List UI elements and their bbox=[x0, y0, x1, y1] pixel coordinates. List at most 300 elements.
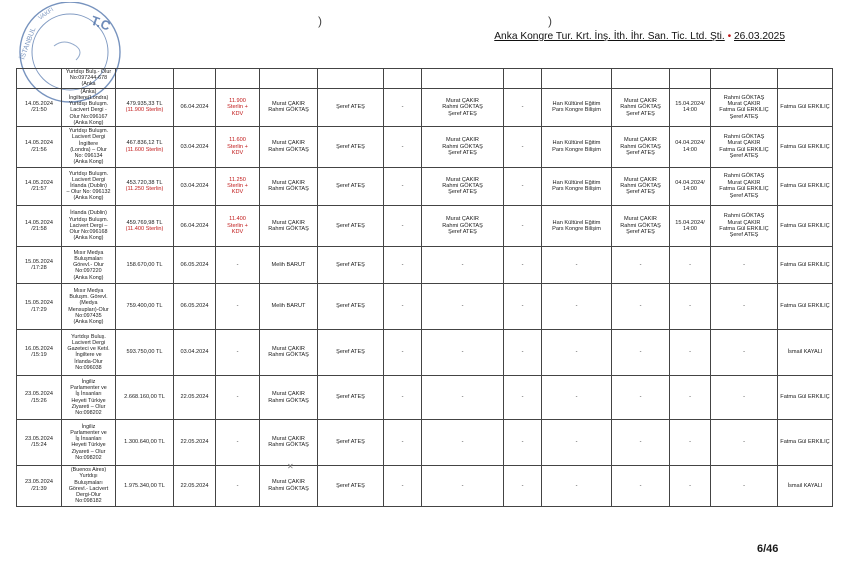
venue-cell-line: Pars Kongre Bilişim bbox=[552, 186, 601, 193]
desc-cell-line: Olur No:096168 bbox=[69, 229, 108, 236]
col8-cell bbox=[384, 205, 422, 246]
date2-cell bbox=[174, 465, 216, 506]
date2-cell-text: 03.04.2024 bbox=[180, 182, 209, 189]
person1-cell-line: Melih BARUT bbox=[271, 262, 306, 268]
date3-cell-line: - bbox=[689, 262, 691, 268]
person1-cell-line: Rahmi GÖKTAŞ bbox=[268, 397, 309, 404]
col8-cell bbox=[384, 88, 422, 126]
person4-cell-line: Şeref ATEŞ bbox=[626, 150, 655, 157]
last-cell-text: Fatma Gül ERKILIÇ bbox=[780, 222, 830, 229]
person4-cell-line: Rahmi GÖKTAŞ bbox=[620, 104, 661, 111]
desc-cell-line: Yurtdışı Buluşm. bbox=[68, 101, 109, 108]
last-cell bbox=[778, 376, 833, 420]
date2-cell bbox=[174, 205, 216, 246]
date-cell bbox=[17, 247, 62, 284]
col8-cell-text: - bbox=[401, 182, 404, 189]
date3-cell bbox=[670, 88, 711, 126]
venue-cell-line: Pars Kongre Bilişim bbox=[552, 225, 601, 232]
date-cell bbox=[17, 329, 62, 375]
table-row bbox=[17, 284, 833, 329]
col10-cell-text: - bbox=[521, 349, 524, 356]
person2-cell-text: Şeref ATEŞ bbox=[336, 262, 365, 268]
person5-cell-line: - bbox=[743, 349, 745, 356]
person4-cell-line: Murat ÇAKIR bbox=[624, 216, 657, 223]
svg-text:VAKFI: VAKFI bbox=[37, 7, 55, 22]
desc-cell bbox=[62, 205, 116, 246]
person5-cell-line: Şeref ATEŞ bbox=[729, 113, 759, 120]
amount-cell bbox=[116, 284, 174, 329]
person1-cell-line: Rahmi GÖKTAŞ bbox=[268, 352, 309, 359]
col10-cell-text: - bbox=[521, 303, 524, 310]
person4-cell bbox=[612, 420, 670, 465]
desc-cell-line: (Anka Kong) bbox=[73, 159, 104, 166]
person3-cell-line: Murat ÇAKIR bbox=[446, 97, 479, 104]
person2-cell bbox=[318, 127, 384, 167]
col10-cell bbox=[504, 247, 542, 284]
person3-cell-line: Rahmi GÖKTAŞ bbox=[442, 143, 483, 150]
desc-cell-line: Yurtdışı Buluşm. bbox=[68, 170, 109, 177]
person3-cell bbox=[422, 88, 504, 126]
table-row bbox=[17, 420, 833, 465]
person3-cell-line: Murat ÇAKIR bbox=[446, 176, 479, 183]
person3-cell-line: - bbox=[461, 394, 464, 401]
desc-cell-line: Ziyareti – Olur bbox=[71, 403, 106, 410]
date3-cell bbox=[670, 420, 711, 465]
person3-cell-line: - bbox=[461, 439, 464, 446]
price-cell bbox=[216, 465, 260, 506]
venue-cell bbox=[542, 88, 612, 126]
person1-cell-line: Rahmi GÖKTAŞ bbox=[268, 146, 309, 153]
amount-cell bbox=[116, 420, 174, 465]
amount-cell bbox=[116, 329, 174, 375]
person4-cell bbox=[612, 127, 670, 167]
price-cell bbox=[216, 205, 260, 246]
price-cell-line: Sterlin + bbox=[227, 104, 248, 111]
person5-cell bbox=[711, 284, 778, 329]
amount-cell-text: 459.769,98 TL bbox=[126, 219, 163, 226]
date-cell bbox=[17, 284, 62, 329]
person3-cell bbox=[422, 465, 504, 506]
person2-cell bbox=[318, 329, 384, 375]
date-cell-text: 14.05.2024 /21:50 bbox=[25, 101, 53, 114]
person1-cell-line: Murat ÇAKIR bbox=[272, 479, 305, 486]
desc-cell bbox=[62, 420, 116, 465]
date2-cell-text: 22.05.2024 bbox=[180, 439, 209, 446]
date2-cell-text: 06.05.2024 bbox=[180, 303, 209, 310]
date-cell bbox=[17, 376, 62, 420]
venue-cell bbox=[542, 205, 612, 246]
desc-cell-line: No:098202 bbox=[75, 410, 102, 417]
last-cell bbox=[778, 329, 833, 375]
person1-cell-line: Rahmi GÖKTAŞ bbox=[268, 186, 309, 193]
venue-cell-line: Han Kültürel Eğitim bbox=[552, 179, 601, 186]
person3-cell bbox=[422, 247, 504, 284]
date3-cell-line: 04.04.2024/ bbox=[675, 140, 705, 147]
date2-cell bbox=[174, 420, 216, 465]
date2-cell-text: 03.04.2024 bbox=[180, 143, 209, 150]
paren-left: ) bbox=[318, 14, 322, 28]
person4-cell bbox=[612, 167, 670, 205]
person5-cell bbox=[711, 247, 778, 284]
date3-cell bbox=[670, 127, 711, 167]
date2-cell bbox=[174, 247, 216, 284]
col8-cell-text: - bbox=[401, 262, 404, 268]
col10-cell-text: - bbox=[521, 222, 524, 229]
desc-cell-line: Olur No:096167 bbox=[69, 113, 108, 120]
person1-cell-line: Rahmi GÖKTAŞ bbox=[268, 225, 309, 232]
desc-cell-line: No:097220 bbox=[75, 268, 102, 275]
table-row bbox=[17, 376, 833, 420]
desc-cell-line: Lacivert Dergi - bbox=[70, 107, 107, 114]
price-cell-line: KDV bbox=[231, 110, 244, 117]
last-cell bbox=[778, 167, 833, 205]
person5-cell-line: Şeref ATEŞ bbox=[729, 153, 759, 160]
person5-cell-line: - bbox=[743, 439, 745, 446]
person5-cell-line: Fatma Gül ERKILIÇ bbox=[719, 107, 769, 114]
person3-cell-line: - bbox=[461, 303, 464, 310]
table-row-top-strip bbox=[17, 69, 833, 89]
date3-cell-line: 14:00 bbox=[683, 186, 697, 193]
date-cell-text: 23.05.2024 /15:24 bbox=[25, 436, 53, 449]
person1-cell-line: Rahmi GÖKTAŞ bbox=[268, 107, 309, 114]
person3-cell bbox=[422, 420, 504, 465]
person3-cell-line: Şeref ATEŞ bbox=[448, 189, 477, 196]
person4-cell bbox=[612, 88, 670, 126]
desc-cell-line: İrlanda-Olur bbox=[74, 358, 103, 365]
person1-cell-line: Rahmi GÖKTAŞ bbox=[268, 485, 309, 492]
price-cell bbox=[216, 247, 260, 284]
person2-cell bbox=[318, 420, 384, 465]
person2-cell bbox=[318, 88, 384, 126]
desc-cell-line: (Anka Kong) bbox=[73, 318, 104, 325]
desc-cell: Yurtdışı Bulş.- Olur No:097244-678 (Anka bbox=[62, 69, 116, 89]
last-cell bbox=[778, 420, 833, 465]
col10-cell-text: - bbox=[521, 482, 524, 489]
svg-text:T.C: T.C bbox=[88, 12, 113, 34]
date2-cell bbox=[174, 284, 216, 329]
col10-cell bbox=[504, 205, 542, 246]
person5-cell-line: Fatma Gül ERKILIÇ bbox=[719, 186, 769, 193]
desc-cell-line: (Anka Kong) bbox=[73, 235, 104, 242]
last-cell bbox=[778, 127, 833, 167]
col10-cell bbox=[504, 420, 542, 465]
col10-cell bbox=[504, 284, 542, 329]
date2-cell bbox=[174, 329, 216, 375]
person5-cell bbox=[711, 329, 778, 375]
date3-cell bbox=[670, 465, 711, 506]
amount-cell bbox=[116, 247, 174, 284]
date2-cell-text: 03.04.2024 bbox=[180, 349, 209, 356]
person2-cell bbox=[318, 167, 384, 205]
person1-cell-line: Murat ÇAKIR bbox=[272, 219, 305, 226]
desc-cell bbox=[62, 247, 116, 284]
amount-cell bbox=[116, 205, 174, 246]
col8-cell bbox=[384, 284, 422, 329]
person1-cell-line: Murat ÇAKIR bbox=[272, 345, 305, 352]
desc-cell-line: No:098182 bbox=[75, 498, 102, 505]
desc-cell-line: İngiltere ve bbox=[75, 352, 102, 359]
venue-cell-line: - bbox=[575, 349, 578, 356]
col10-cell bbox=[504, 167, 542, 205]
person1-cell-line: Murat ÇAKIR bbox=[272, 391, 305, 398]
person4-cell bbox=[612, 284, 670, 329]
person1-cell bbox=[260, 284, 318, 329]
venue-cell bbox=[542, 127, 612, 167]
price-cell-line: - bbox=[236, 262, 239, 268]
person3-cell bbox=[422, 205, 504, 246]
venue-cell-line: Pars Kongre Bilişim bbox=[552, 146, 601, 153]
amount-note: (11.900 Sterlin) bbox=[125, 107, 164, 114]
table-row bbox=[17, 88, 833, 126]
person5-cell-line: - bbox=[743, 394, 745, 401]
price-cell-line: - bbox=[236, 482, 239, 489]
venue-cell-line: - bbox=[575, 439, 578, 446]
person4-cell-line: Şeref ATEŞ bbox=[626, 110, 655, 117]
person4-cell bbox=[612, 205, 670, 246]
venue-cell-line: Han Kültürel Eğitim bbox=[552, 140, 601, 147]
col8-cell-text: - bbox=[401, 222, 404, 229]
person2-cell-text: Şeref ATEŞ bbox=[336, 394, 365, 401]
person3-cell-line: Rahmi GÖKTAŞ bbox=[442, 222, 483, 229]
person4-cell-line: Murat ÇAKIR bbox=[624, 97, 657, 104]
venue-cell bbox=[542, 329, 612, 375]
date-cell bbox=[17, 127, 62, 167]
desc-cell-line: No: 096134 bbox=[74, 153, 103, 160]
person5-cell-line: Murat ÇAKIR bbox=[727, 179, 761, 186]
person2-cell-text: Şeref ATEŞ bbox=[336, 222, 365, 229]
date3-cell bbox=[670, 329, 711, 375]
person5-cell-line: Şeref ATEŞ bbox=[729, 192, 759, 199]
desc-cell-line: Yurtdışı Buluşm. bbox=[68, 216, 109, 223]
document-header bbox=[0, 31, 785, 42]
price-cell bbox=[216, 420, 260, 465]
person3-cell-line: Rahmi GÖKTAŞ bbox=[442, 182, 483, 189]
price-cell-line: - bbox=[236, 303, 239, 310]
desc-cell-line: Yurtdışı bbox=[79, 473, 98, 480]
date-cell bbox=[17, 205, 62, 246]
person2-cell-text: Şeref ATEŞ bbox=[336, 104, 365, 111]
date-cell-text: 14.05.2024 /21:58 bbox=[25, 219, 53, 232]
person1-cell bbox=[260, 329, 318, 375]
desc-cell-line: Lacivert Dergi bbox=[71, 134, 106, 141]
person4-cell-line: - bbox=[639, 303, 642, 310]
col10-cell bbox=[504, 127, 542, 167]
date-cell-text: 14.05.2024 /21:57 bbox=[25, 179, 53, 193]
svg-text:İSTANBUL: İSTANBUL bbox=[19, 26, 38, 61]
amount-note: (11.600 Sterlin) bbox=[125, 146, 164, 153]
person1-cell bbox=[260, 88, 318, 126]
desc-cell-line: (Anka Kong) bbox=[73, 274, 104, 281]
venue-cell bbox=[542, 420, 612, 465]
desc-cell-line: İrlanda (Dublin) bbox=[70, 210, 107, 217]
person1-cell-line: Melih BARUT bbox=[271, 303, 306, 310]
last-cell-text: Fatma Gül ERKILIÇ bbox=[780, 439, 830, 446]
price-cell bbox=[216, 88, 260, 126]
desc-cell-line: Heyeti Türkiye bbox=[71, 397, 106, 404]
date3-cell-line: - bbox=[689, 482, 691, 489]
desc-cell-line: İş İnsanları bbox=[75, 391, 102, 398]
desc-cell-line: İngiliz bbox=[81, 423, 96, 430]
date-cell-text: 15.05.2024 /17:28 bbox=[25, 258, 53, 272]
desc-cell-line: Lacivert Dergi bbox=[71, 176, 106, 183]
amount-cell-text: 1.300.640,00 TL bbox=[124, 439, 165, 446]
person3-cell bbox=[422, 167, 504, 205]
desc-cell-line: Mısır Medya bbox=[73, 249, 104, 256]
col10-cell-text: - bbox=[521, 394, 524, 401]
venue-cell-line: Han Kültürel Eğitim bbox=[552, 219, 601, 226]
person4-cell bbox=[612, 329, 670, 375]
desc-cell bbox=[62, 465, 116, 506]
col8-cell-text: - bbox=[401, 303, 404, 310]
col8-cell-text: - bbox=[401, 439, 404, 446]
person2-cell-text: Şeref ATEŞ bbox=[336, 143, 365, 150]
date3-cell-line: - bbox=[689, 303, 691, 310]
person4-cell-line: Şeref ATEŞ bbox=[626, 229, 655, 236]
company-name: Anka Kongre Tur. Krt. İnş. İth. İhr. San. Tic. Ltd. Şti. bbox=[494, 31, 725, 42]
date-cell bbox=[17, 420, 62, 465]
table-row bbox=[17, 167, 833, 205]
person5-cell bbox=[711, 465, 778, 506]
col10-cell bbox=[504, 88, 542, 126]
person1-cell bbox=[260, 420, 318, 465]
header-separator: • bbox=[727, 31, 732, 42]
desc-cell bbox=[62, 284, 116, 329]
person3-cell bbox=[422, 329, 504, 375]
desc-cell-line: Yurtdışı Buluşm. bbox=[68, 128, 109, 135]
person4-cell-line: Murat ÇAKIR bbox=[624, 137, 657, 144]
person4-cell-line: Rahmi GÖKTAŞ bbox=[620, 182, 661, 189]
person1-cell bbox=[260, 205, 318, 246]
date-cell bbox=[17, 88, 62, 126]
last-cell bbox=[778, 88, 833, 126]
venue-cell-line: Han Kültürel Eğitim bbox=[552, 101, 601, 108]
date-cell-text: 23.05.2024 /15:26 bbox=[25, 391, 53, 404]
person5-cell-line: - bbox=[743, 482, 745, 489]
date-cell bbox=[17, 167, 62, 205]
amount-cell-text: 2.668.160,00 TL bbox=[124, 394, 165, 401]
venue-cell-line: - bbox=[575, 394, 578, 401]
ledger-table bbox=[16, 68, 833, 507]
desc-cell-line: No:096038 bbox=[75, 364, 102, 371]
price-cell bbox=[216, 167, 260, 205]
date-cell-text: 16.05.2024 /15:19 bbox=[25, 345, 53, 359]
person5-cell bbox=[711, 376, 778, 420]
venue-cell bbox=[542, 376, 612, 420]
desc-cell-line: No:097435 bbox=[75, 312, 102, 319]
col10-cell bbox=[504, 376, 542, 420]
person5-cell-line: Rahmi GÖKTAŞ bbox=[723, 173, 765, 180]
col8-cell bbox=[384, 420, 422, 465]
amount-note: (11.250 Sterlin) bbox=[125, 186, 164, 193]
person1-cell-line: Murat ÇAKIR bbox=[272, 140, 305, 147]
desc-cell-line: (Anka Kong) bbox=[73, 195, 104, 202]
col8-cell bbox=[384, 376, 422, 420]
desc-cell-line: Parlamenter ve bbox=[70, 385, 107, 392]
price-cell bbox=[216, 329, 260, 375]
col10-cell bbox=[504, 329, 542, 375]
person4-cell bbox=[612, 376, 670, 420]
paren-right: ) bbox=[548, 14, 552, 28]
desc-cell-line: (Anka Kong) bbox=[73, 119, 104, 126]
date2-cell bbox=[174, 167, 216, 205]
amount-cell bbox=[116, 376, 174, 420]
date2-cell-text: 22.05.2024 bbox=[180, 482, 209, 489]
amount-cell bbox=[116, 88, 174, 126]
person4-cell-line: Rahmi GÖKTAŞ bbox=[620, 222, 661, 229]
person3-cell-line: Şeref ATEŞ bbox=[448, 150, 477, 157]
person1-cell-line: Rahmi GÖKTAŞ bbox=[268, 442, 309, 449]
header-date: 26.03.2025 bbox=[734, 31, 785, 42]
last-cell-text: Fatma Gül ERKILIÇ bbox=[780, 143, 830, 150]
date3-cell bbox=[670, 247, 711, 284]
venue-cell bbox=[542, 465, 612, 506]
person5-cell bbox=[711, 88, 778, 126]
date-cell bbox=[17, 465, 62, 506]
col10-cell-text: - bbox=[521, 262, 524, 268]
date3-cell bbox=[670, 376, 711, 420]
person4-cell-line: - bbox=[639, 394, 642, 401]
date3-cell-line: 15.04.2024/ bbox=[675, 219, 705, 226]
desc-cell-line: Dergi-Olur bbox=[76, 492, 101, 499]
desc-cell-line: (Londra) – Olur bbox=[70, 146, 107, 153]
date2-cell bbox=[174, 376, 216, 420]
person5-cell-line: Rahmi GÖKTAŞ bbox=[723, 94, 765, 101]
person3-cell bbox=[422, 127, 504, 167]
desc-cell-line: (Buenos Aires) bbox=[70, 467, 107, 474]
table-row bbox=[17, 247, 833, 284]
person4-cell-line: - bbox=[639, 262, 642, 268]
person2-cell bbox=[318, 205, 384, 246]
last-cell bbox=[778, 247, 833, 284]
date2-cell bbox=[174, 88, 216, 126]
person5-cell-line: Fatma Gül ERKILIÇ bbox=[719, 225, 769, 232]
person4-cell-line: Rahmi GÖKTAŞ bbox=[620, 143, 661, 150]
person1-cell bbox=[260, 167, 318, 205]
amount-cell bbox=[116, 127, 174, 167]
person1-cell bbox=[260, 247, 318, 284]
desc-cell-line: Ziyareti – Olur bbox=[71, 448, 106, 455]
desc-cell-line: Görevl.- Lacivert bbox=[68, 485, 109, 492]
desc-cell-line: İrlanda (Dublin) bbox=[70, 183, 107, 190]
price-cell bbox=[216, 284, 260, 329]
person5-cell bbox=[711, 205, 778, 246]
desc-cell-line: İngiliz bbox=[81, 379, 96, 386]
price-cell-line: - bbox=[236, 439, 239, 446]
col8-cell bbox=[384, 465, 422, 506]
person3-cell bbox=[422, 284, 504, 329]
person5-cell bbox=[711, 127, 778, 167]
venue-cell bbox=[542, 284, 612, 329]
date-cell-text: 23.05.2024 /21:39 bbox=[25, 479, 53, 492]
person3-cell bbox=[422, 376, 504, 420]
person4-cell-line: Murat ÇAKIR bbox=[624, 176, 657, 183]
date3-cell bbox=[670, 205, 711, 246]
person4-cell-line: Şeref ATEŞ bbox=[626, 189, 655, 196]
price-cell-line: 11.400 bbox=[229, 216, 246, 223]
desc-cell-line: Heyeti Türkiye bbox=[71, 442, 106, 449]
price-cell-line: KDV bbox=[231, 189, 244, 196]
desc-cell-line: Mısır Medya bbox=[73, 287, 104, 294]
price-cell-line: Sterlin + bbox=[227, 143, 248, 150]
desc-cell-line: – Olur No: 096132 bbox=[66, 189, 111, 196]
person5-cell-line: Şeref ATEŞ bbox=[729, 232, 759, 239]
date3-cell-line: 15.04.2024/ bbox=[675, 101, 705, 108]
col8-cell-text: - bbox=[401, 394, 404, 401]
last-cell-text: Fatma Gül ERKILIÇ bbox=[780, 104, 830, 111]
desc-cell-line: İngiltere(Londra) bbox=[68, 95, 109, 102]
desc-cell bbox=[62, 88, 116, 126]
date2-cell-text: 06.04.2024 bbox=[180, 104, 209, 111]
